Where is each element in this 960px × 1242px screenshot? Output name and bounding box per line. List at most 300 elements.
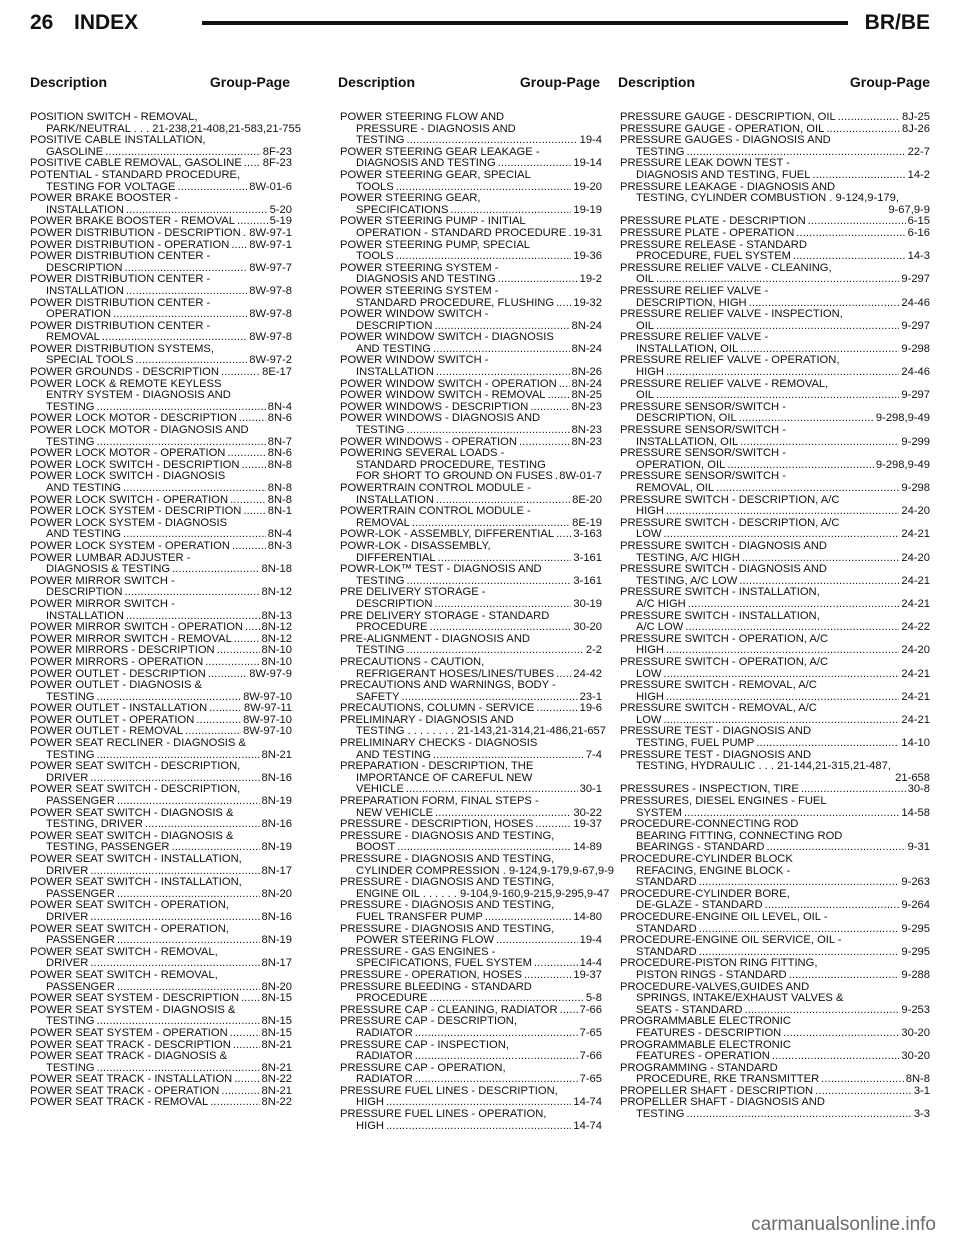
column-header-description: Description xyxy=(618,74,696,90)
entry-page: 8N-1 xyxy=(267,505,292,518)
column-header-3 xyxy=(618,72,930,92)
dot-leader xyxy=(560,1005,578,1017)
entry-page: 30-20 xyxy=(901,1050,930,1063)
dot-leader xyxy=(556,669,571,681)
entry-page: 8N-25 xyxy=(571,389,602,402)
entry-page: 2-2 xyxy=(585,644,602,657)
index-entry-line xyxy=(620,495,930,507)
entry-text: PRESSURE SENSOR/SWITCH - xyxy=(620,424,786,437)
entry-text: POWER DISTRIBUTION CENTER - xyxy=(30,296,211,309)
index-entry-line xyxy=(340,935,602,947)
index-entry xyxy=(30,344,292,367)
entry-text: PRESSURE GAUGES - DIAGNOSIS AND xyxy=(620,134,831,147)
entry-page: 9-295 xyxy=(901,945,930,958)
dot-leader xyxy=(429,622,571,634)
entry-text: VEHICLE xyxy=(356,783,404,796)
entry-text: POWER SEAT TRACK - OPERATION xyxy=(30,1084,220,1097)
column-header-group-page: Group-Page xyxy=(849,74,930,90)
entry-text: PRESSURE LEAK DOWN TEST - xyxy=(620,157,790,170)
index-entry xyxy=(30,111,301,135)
entry-text: OPERATION, OIL xyxy=(636,458,726,471)
index-entry xyxy=(340,448,602,483)
entry-text: PRESSURE RELIEF VALVE - INSPECTION, xyxy=(620,308,843,321)
dot-leader xyxy=(221,1086,259,1098)
entry-page: 24-21 xyxy=(901,528,930,541)
index-entry xyxy=(30,471,292,494)
entry-text: PRECAUTIONS - CAUTION, xyxy=(340,655,485,668)
entry-text: POWER STEERING SYSTEM - xyxy=(340,284,499,297)
entry-page: 8N-13 xyxy=(261,609,292,622)
entry-page: 19-20 xyxy=(573,180,602,193)
entry-text: INSTALLATION, OIL xyxy=(636,342,739,355)
dot-leader xyxy=(498,274,578,286)
index-entry xyxy=(340,924,602,947)
entry-text: POWER STEERING GEAR, SPECIAL xyxy=(340,168,531,181)
entry-text: PRESSURES - INSPECTION, TIRE xyxy=(620,783,799,796)
entry-text: PROGRAMMABLE ELECTRONIC xyxy=(620,1038,791,1051)
index-entry-line xyxy=(620,761,930,773)
entry-page: 23-1 xyxy=(579,690,602,703)
entry-page: 9-299 xyxy=(901,435,930,448)
entry-text: PRESSURE RELIEF VALVE - REMOVAL, xyxy=(620,377,829,390)
entry-page: 8W-97-11 xyxy=(243,702,292,715)
dot-leader xyxy=(789,970,900,982)
entry-text: POWER STEERING FLOW xyxy=(356,934,494,947)
entry-page: 8N-15 xyxy=(261,1015,292,1028)
entry-text: DESCRIPTION xyxy=(356,319,433,332)
index-entry-line xyxy=(340,854,602,866)
entry-page: 8N-19 xyxy=(261,841,292,854)
entry-text: POWER SEAT SWITCH - DESCRIPTION, xyxy=(30,760,241,773)
entry-text: INSTALLATION, OIL xyxy=(636,435,739,448)
entry-text: PRESSURE CAP - CLEANING, RADIATOR xyxy=(340,1003,558,1016)
index-entry xyxy=(620,611,930,634)
entry-page: 8N-23 xyxy=(571,424,602,437)
index-entry xyxy=(30,854,292,877)
entry-page: 14-3 xyxy=(907,250,930,263)
entry-page: 8E-20 xyxy=(572,493,602,506)
index-entry-line xyxy=(30,251,292,263)
entry-text: PROGRAMMABLE ELECTRONIC xyxy=(620,1015,791,1028)
index-entry xyxy=(340,240,602,263)
entry-text: POWER LOCK & REMOTE KEYLESS xyxy=(30,377,222,390)
index-entry-line xyxy=(620,1109,930,1121)
index-entry xyxy=(30,170,292,193)
entry-text: POWER WINDOW SWITCH - DIAGNOSIS xyxy=(340,331,554,344)
entry-text: POWER MIRRORS - DESCRIPTION xyxy=(30,644,215,657)
index-entry-line xyxy=(30,1028,292,1040)
index-entry xyxy=(620,182,930,217)
entry-page: 8N-24 xyxy=(571,377,602,390)
entry-text: TOOLS xyxy=(356,250,394,263)
entry-page: 8N-21 xyxy=(261,1084,292,1097)
entry-page: 9-288 xyxy=(901,968,930,981)
index-entry-line xyxy=(340,564,602,576)
index-entry xyxy=(340,193,602,216)
index-entry xyxy=(620,726,930,749)
entry-text: PROCEDURE xyxy=(356,992,428,1005)
index-entry-line xyxy=(340,112,602,124)
entry-text: PRESSURE RELEASE - STANDARD xyxy=(620,238,807,251)
entry-page: 8N-10 xyxy=(261,655,292,668)
index-entry xyxy=(30,553,292,576)
entry-text: POWER OUTLET - OPERATION xyxy=(30,713,195,726)
entry-text: DIAGNOSIS AND TESTING, FUEL xyxy=(636,168,811,181)
dot-leader xyxy=(233,1040,260,1052)
entry-page: 8J-25 xyxy=(902,111,930,123)
index-entry-line xyxy=(620,993,930,1005)
entry-text: HIGH xyxy=(356,1096,384,1109)
index-entry-line xyxy=(620,379,930,391)
entry-text: POSITIVE CABLE INSTALLATION, xyxy=(30,134,206,147)
entry-text: POWER LOCK SWITCH - DESCRIPTION xyxy=(30,458,240,471)
entry-text: POWER LOCK SYSTEM - DIAGNOSIS xyxy=(30,516,228,529)
index-entry xyxy=(30,1097,292,1109)
entry-page: 9-298 xyxy=(901,342,930,355)
entry-page: 8N-23 xyxy=(571,400,602,413)
entry-page: 24-21 xyxy=(901,667,930,680)
dot-leader xyxy=(243,506,265,518)
index-entry xyxy=(340,147,602,170)
dot-leader xyxy=(234,1074,259,1086)
entry-text: PRESSURE CAP - INSPECTION, xyxy=(340,1038,509,1051)
entry-text: POWER WINDOWS - DIAGNOSIS AND xyxy=(340,412,541,425)
entry-text: PRELIMINARY - DIAGNOSIS AND xyxy=(340,713,514,726)
entry-text: AND TESTING xyxy=(46,482,122,494)
entry-text: PROCEDURE-ENGINE OIL SERVICE, OIL - xyxy=(620,934,842,947)
entry-text: SPECIAL TOOLS xyxy=(46,354,134,367)
entry-text: PRESSURE - GAS ENGINES - xyxy=(340,945,496,958)
entry-page: 8N-20 xyxy=(261,887,292,900)
index-entry-line xyxy=(340,970,602,982)
entry-page: 30-20 xyxy=(901,1026,930,1039)
entry-text: FEATURES - OPERATION xyxy=(636,1050,770,1063)
entry-page: 8W-01-6 xyxy=(249,180,292,193)
entry-text: POWER DISTRIBUTION CENTER - xyxy=(30,319,211,332)
column-header-group-page: Group-Page xyxy=(209,74,290,90)
entry-text: TESTING, FUEL PUMP xyxy=(636,737,755,750)
entry-text: REMOVAL xyxy=(46,331,100,344)
index-entry xyxy=(340,611,602,634)
entry-text: PRESSURE SENSOR/SWITCH - xyxy=(620,470,786,483)
index-entry xyxy=(340,170,602,193)
entry-text: POWER STEERING PUMP, SPECIAL xyxy=(340,238,531,251)
entry-text: DESCRIPTION xyxy=(356,597,433,610)
entry-text: PROPELLER SHAFT - DIAGNOSIS AND xyxy=(620,1096,825,1109)
dot-leader xyxy=(434,599,571,611)
entry-text: PROCEDURE-CONNECTING ROD xyxy=(620,818,799,831)
entry-text: DRIVER xyxy=(46,910,89,923)
index-entry-line xyxy=(30,622,292,634)
index-entry-line xyxy=(340,599,602,611)
index-entry-line xyxy=(620,935,930,947)
entry-text: PRESSURE SWITCH - OPERATION, A/C xyxy=(620,632,829,645)
index-entry-line xyxy=(340,251,602,263)
entry-text: POWER DISTRIBUTION CENTER - xyxy=(30,250,211,263)
entry-page: 8N-10 xyxy=(261,644,292,657)
entry-text: PRESSURE BLEEDING - STANDARD xyxy=(340,980,532,993)
entry-text: PRESSURE SWITCH - OPERATION, A/C xyxy=(620,655,829,668)
index-entry-line xyxy=(30,599,292,611)
entry-text: TESTING, A/C HIGH xyxy=(636,551,740,564)
dot-leader xyxy=(812,170,905,182)
entry-text: POWER LOCK SWITCH - DIAGNOSIS xyxy=(30,470,226,483)
entry-text: STANDARD PROCEDURE, FLUSHING xyxy=(356,296,555,309)
index-entry-line xyxy=(620,854,930,866)
entry-text: PASSENGER xyxy=(46,887,115,900)
entry-page: 8N-21 xyxy=(261,748,292,761)
entry-text: HIGH xyxy=(636,366,664,379)
entry-text: FUEL TRANSFER PUMP xyxy=(356,910,483,923)
index-entry xyxy=(340,355,602,378)
entry-text: PROCEDURE-ENGINE OIL LEVEL, OIL - xyxy=(620,910,828,923)
entry-page: 19-19 xyxy=(573,203,602,216)
index-entry xyxy=(620,240,930,263)
entry-text: PRESSURES, DIESEL ENGINES - FUEL xyxy=(620,795,827,808)
entry-text: DRIVER xyxy=(46,771,89,784)
entry-text: POWER WINDOW SWITCH - OPERATION xyxy=(340,377,557,390)
entry-page: 8W-97-8 xyxy=(249,284,292,297)
index-entry-line xyxy=(30,657,292,669)
entry-text: PRELIMINARY CHECKS - DIAGNOSIS xyxy=(340,737,538,750)
entry-page: 14-74 xyxy=(573,1096,602,1109)
dot-leader xyxy=(548,390,570,402)
entry-text: PROCEDURE, FUEL SYSTEM xyxy=(636,250,791,263)
column-header-2 xyxy=(338,72,600,92)
entry-text: PRESSURE SWITCH - INSTALLATION, xyxy=(620,586,820,599)
index-entry xyxy=(340,263,602,286)
index-entry-line xyxy=(30,228,292,240)
entry-text: INSTALLATION xyxy=(356,366,434,379)
entry-page: 19-4 xyxy=(579,134,602,147)
entry-page: 8W-97-7 xyxy=(249,261,292,274)
dot-leader xyxy=(685,622,899,634)
index-entry-line xyxy=(620,355,930,367)
entry-page: 8W-97-9 xyxy=(249,667,292,680)
dot-leader xyxy=(90,912,259,924)
entry-text: HIGH xyxy=(356,1119,384,1132)
entry-text: PISTON RINGS - STANDARD xyxy=(636,968,787,981)
index-entry xyxy=(30,541,292,553)
entry-text: POWR-LOK™ TEST - DIAGNOSIS AND xyxy=(340,563,542,576)
entry-page: 30-22 xyxy=(573,806,602,819)
entry-page: 8N-18 xyxy=(261,563,292,576)
index-entry-line xyxy=(620,112,930,124)
index-entry xyxy=(340,1086,602,1109)
entry-text: PREPARATION - DESCRIPTION, THE xyxy=(340,760,534,773)
entry-page: 8N-19 xyxy=(261,934,292,947)
index-entry xyxy=(30,900,292,923)
column-header-description: Description xyxy=(338,74,416,90)
entry-text: STANDARD xyxy=(636,945,697,958)
entry-text: POWER SEAT SYSTEM - OPERATION xyxy=(30,1026,228,1039)
entry-text: PROCEDURE-PISTON RING FITTING, xyxy=(620,957,818,970)
entry-page: 19-32 xyxy=(573,296,602,309)
dot-leader xyxy=(688,599,900,611)
index-entry xyxy=(620,309,930,332)
entry-text: PRESSURE PLATE - OPERATION xyxy=(620,226,795,239)
entry-text: TESTING, CYLINDER COMBUSTION . 9-124,9-179, xyxy=(636,192,899,205)
entry-page: 8N-22 xyxy=(261,1073,292,1086)
entry-text: POWER SEAT RECLINER - DIAGNOSIS & xyxy=(30,737,246,750)
index-entry xyxy=(620,889,930,912)
entry-page: 24-20 xyxy=(901,551,930,564)
dot-leader xyxy=(241,993,259,1005)
index-entry-line xyxy=(620,657,930,669)
index-entry-line xyxy=(340,541,602,553)
entry-page: 8N-16 xyxy=(261,818,292,831)
index-entry xyxy=(340,1040,602,1063)
entry-page: 9-67,9-9 xyxy=(888,203,930,216)
dot-leader xyxy=(556,298,571,310)
index-entry-line xyxy=(30,564,292,576)
entry-text: PREPARATION FORM, FINAL STEPS - xyxy=(340,795,539,808)
entry-text: GASOLINE xyxy=(46,145,104,158)
entry-text: TESTING, A/C LOW xyxy=(636,574,738,587)
entry-page: 3-161 xyxy=(573,551,602,564)
index-entry xyxy=(340,970,602,982)
index-entry xyxy=(30,251,292,274)
index-entry xyxy=(340,761,602,796)
entry-text: POWER SEAT TRACK - REMOVAL xyxy=(30,1096,209,1109)
entry-page: 19-2 xyxy=(579,273,602,286)
entry-page: 8W-01-7 xyxy=(559,470,602,483)
entry-page: 8N-6 xyxy=(267,447,292,460)
dot-leader xyxy=(559,379,570,391)
entry-text: POWERING SEVERAL LOADS - xyxy=(340,447,505,460)
entry-page: 6-16 xyxy=(907,226,930,239)
index-entry-line xyxy=(340,1051,602,1063)
entry-text: SPECIFICATIONS xyxy=(356,203,449,216)
entry-page: 8W-97-8 xyxy=(249,308,292,321)
dot-leader xyxy=(231,240,247,252)
dot-leader xyxy=(666,367,899,379)
entry-text: DIAGNOSIS AND TESTING xyxy=(356,273,496,286)
entry-text: POWER WINDOW SWITCH - xyxy=(340,308,489,321)
entry-page: 22-7 xyxy=(907,145,930,158)
entry-text: AND TESTING xyxy=(356,748,432,761)
entry-text: POWER MIRROR SWITCH - REMOVAL xyxy=(30,632,232,645)
index-entry-line xyxy=(620,622,930,634)
index-entry-line xyxy=(30,286,292,298)
entry-text: PRESSURE - DIAGNOSIS AND TESTING, xyxy=(340,876,555,889)
entry-page: 9-297 xyxy=(901,389,930,402)
entry-text: TOOLS xyxy=(356,180,394,193)
entry-text: POWER STEERING FLOW AND xyxy=(340,111,505,123)
entry-text: POWER SEAT SWITCH - REMOVAL, xyxy=(30,968,218,981)
column-header-description: Description xyxy=(30,74,108,90)
entry-text: PRESSURE FUEL LINES - DESCRIPTION, xyxy=(340,1084,558,1097)
entry-page: 8N-12 xyxy=(261,621,292,634)
entry-text: POWER DISTRIBUTION CENTER - xyxy=(30,273,211,286)
page-number: 26 xyxy=(30,11,54,34)
entry-text: TESTING xyxy=(46,400,95,413)
entry-text: TESTING xyxy=(636,145,685,158)
entry-text: POWER MIRROR SWITCH - xyxy=(30,597,175,610)
index-entry xyxy=(30,599,292,622)
index-entry xyxy=(620,228,930,240)
entry-text: TESTING xyxy=(356,424,405,437)
index-entry xyxy=(30,993,292,1005)
entry-text: DESCRIPTION, OIL xyxy=(636,412,737,425)
dot-leader xyxy=(126,286,247,298)
entry-text: REFRIGERANT HOSES/LINES/TUBES xyxy=(356,667,555,680)
entry-text: POWER LOCK MOTOR - OPERATION xyxy=(30,447,226,460)
entry-page: 8J-26 xyxy=(902,122,930,135)
entry-text: TESTING xyxy=(46,1061,95,1074)
index-entry-line xyxy=(620,680,930,692)
entry-page: 24-20 xyxy=(901,505,930,518)
entry-page: 9-297 xyxy=(901,273,930,286)
entry-text: DESCRIPTION, HIGH xyxy=(636,296,747,309)
entry-page: 8W-97-10 xyxy=(243,725,292,738)
entry-page: 14-2 xyxy=(907,168,930,181)
entry-page: 9-298,9-49 xyxy=(875,458,930,471)
index-entry xyxy=(340,853,615,877)
entry-page: 8N-16 xyxy=(261,771,292,784)
entry-text: OPERATION - STANDARD PROCEDURE xyxy=(356,226,567,239)
entry-page: 6-15 xyxy=(907,215,930,228)
index-entry-line xyxy=(340,309,602,321)
entry-text: LOW xyxy=(636,667,662,680)
dot-leader xyxy=(496,935,578,947)
entry-text: PRESSURE PLATE - DESCRIPTION xyxy=(620,215,806,228)
entry-text: HIGH xyxy=(636,644,664,657)
dot-leader xyxy=(519,437,570,449)
entry-text: POWER WINDOW SWITCH - xyxy=(340,354,489,367)
entry-text: REMOVAL xyxy=(356,516,410,529)
index-entry xyxy=(340,1109,602,1132)
entry-text: POWR-LOK - ASSEMBLY, DIFFERENTIAL xyxy=(340,528,555,541)
entry-text: PRESSURE - OPERATION, HOSES xyxy=(340,968,522,981)
entry-text: ENTRY SYSTEM - DIAGNOSIS AND xyxy=(46,389,231,402)
index-entry xyxy=(340,657,602,680)
entry-text: POWER OUTLET - INSTALLATION xyxy=(30,702,208,715)
dot-leader xyxy=(406,425,569,437)
entry-page: 8N-6 xyxy=(267,412,292,425)
entry-text: TESTING xyxy=(46,435,95,448)
entry-text: HIGH xyxy=(636,690,664,703)
index-entry xyxy=(340,506,602,529)
column-header-group-page: Group-Page xyxy=(519,74,600,90)
entry-page: 8N-3 xyxy=(267,539,292,552)
entry-text: POWER SEAT SWITCH - OPERATION, xyxy=(30,899,229,912)
entry-text: PRESSURE SENSOR/SWITCH - xyxy=(620,447,786,460)
entry-text: PRE DELIVERY STORAGE - xyxy=(340,586,486,599)
entry-page: 7-66 xyxy=(579,1003,602,1016)
index-entry xyxy=(340,112,602,147)
entry-text: PRESSURE CAP - OPERATION, xyxy=(340,1061,506,1074)
index-entry xyxy=(30,228,292,240)
entry-text: A/C HIGH xyxy=(636,597,686,610)
entry-text: POWER LOCK MOTOR - DESCRIPTION xyxy=(30,412,237,425)
index-entry xyxy=(340,713,606,738)
index-entry xyxy=(620,448,930,471)
entry-page: 24-42 xyxy=(573,667,602,680)
dot-leader xyxy=(396,251,572,263)
index-entry-line xyxy=(340,483,602,495)
dot-leader xyxy=(208,669,248,681)
index-entry xyxy=(620,1097,930,1120)
entry-text: POWER OUTLET - DIAGNOSIS & xyxy=(30,679,202,692)
index-entry xyxy=(340,413,602,436)
entry-text: PROCEDURE, RKE TRANSMITTER xyxy=(636,1073,820,1086)
entry-text: PROCEDURE-CYLINDER BLOCK xyxy=(620,853,793,865)
dot-leader xyxy=(555,471,557,483)
entry-page: 3-1 xyxy=(913,1084,930,1097)
entry-text: PRESSURE GAUGE - OPERATION, OIL xyxy=(620,122,825,135)
entry-page: 8F-23 xyxy=(262,157,292,170)
